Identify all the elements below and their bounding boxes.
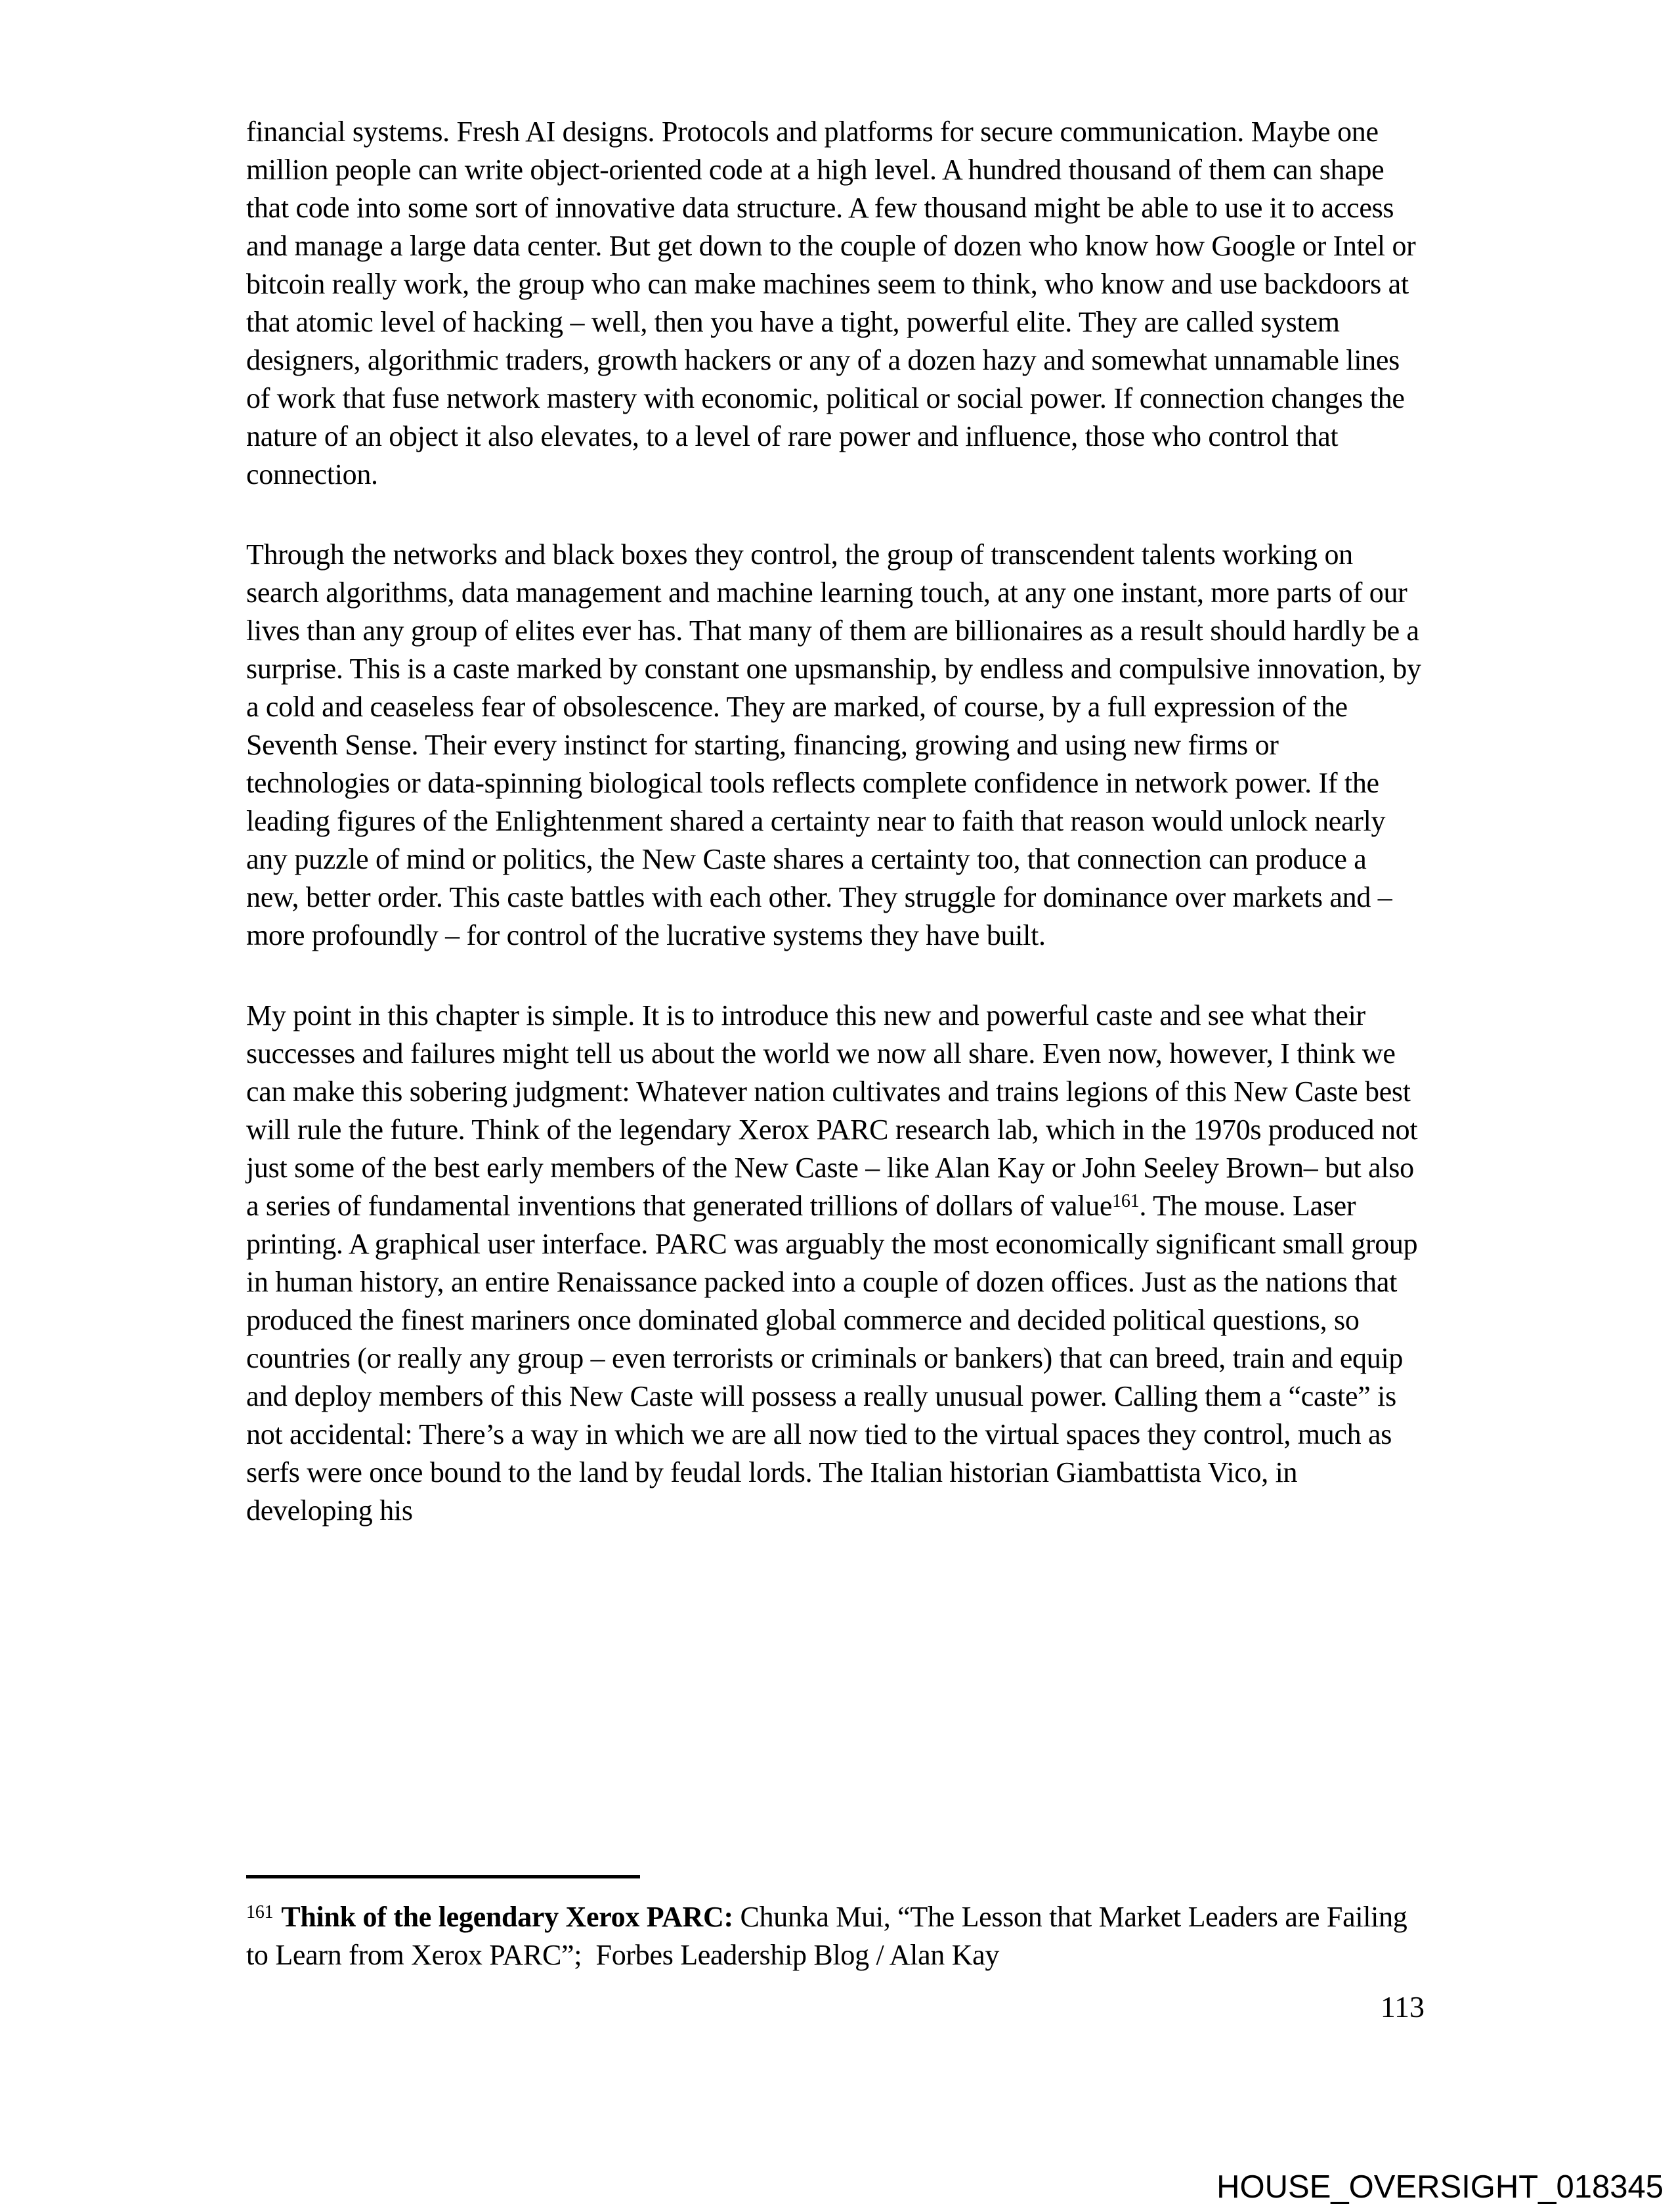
footnote-bold-lead: Think of the legendary Xerox PARC: bbox=[281, 1901, 733, 1933]
paragraph-3-continued: . The mouse. Laser printing. A graphical user interface. PARC was arguably the most economically significant small group in human history, an entire Renaissance packed into a couple of dozen offices. Just as the nations that produced the finest mariners once dominated global commerce and decided political questions, so countries (or really any group – even terrorists or criminals or bankers) that can breed, train and equip and deploy members of this New Caste will possess a really unusual power. Calling them a “caste” is not accidental: There’s a way in which we are all now tied to the virtual spaces they control, much as serfs were once bound to the land by feudal lords. The Italian historian Giambattista Vico, in developing his bbox=[246, 1190, 1418, 1527]
document-body bbox=[246, 113, 1425, 1572]
footnote-area bbox=[246, 1875, 1425, 1974]
page-number: 113 bbox=[1380, 1990, 1425, 2024]
paragraph-3-text: My point in this chapter is simple. It is to introduce this new and powerful caste and see what their successes and failures might tell us about the world we now all share. Even now, however, I think we can make this sobering judgment: Whatever nation cultivates and trains legions of this New Caste best will rule the future. Think of the legendary Xerox PARC research lab, which in the 1970s produced not just some of the best early members of the New Caste – like Alan Kay or John Seeley Brown– but also a series of fundamental inventions that generated trillions of dollars of value bbox=[246, 999, 1418, 1222]
footnote-reference-161: 161 bbox=[1112, 1191, 1140, 1212]
paragraph-3 bbox=[246, 997, 1425, 1530]
footnote-text: Chunka Mui, “The Lesson that Market Leaders are Failing to Learn from Xerox PARC”; Forbes Leadership Blog / Alan Kay bbox=[246, 1901, 1407, 1971]
footnote-161 bbox=[246, 1898, 1425, 1974]
paragraph-1: financial systems. Fresh AI designs. Protocols and platforms for secure communication. Maybe one million people can write object-oriented code at a high level. A hundred thousand of them can shape that code into some sort of innovative data structure. A few thousand might be able to use it to access and manage a large data center. But get down to the couple of dozen who know how Google or Intel or bitcoin really work, the group who can make machines seem to think, who know and use backdoors at that atomic level of hacking – well, then you have a tight, powerful elite. They are called system designers, algorithmic traders, growth hackers or any of a dozen hazy and somewhat unnamable lines of work that fuse network mastery with economic, political or social power. If connection changes the nature of an object it also elevates, to a level of rare power and influence, those who control that connection. bbox=[246, 116, 1416, 490]
footnote-marker: 161 bbox=[246, 1902, 274, 1923]
paragraph-2: Through the networks and black boxes they control, the group of transcendent talents working on search algorithms, data management and machine learning touch, at any one instant, more parts of our lives than any group of elites ever has. That many of them are billionaires as a result should hardly be a surprise. This is a caste marked by constant one upsmanship, by endless and compulsive innovation, by a cold and ceaseless fear of obsolescence. They are marked, of course, by a full expression of the Seventh Sense. Their every instinct for starting, financing, growing and using new firms or technologies or data-spinning biological tools reflects complete confidence in network power. If the leading figures of the Enlightenment shared a certainty near to faith that reason would unlock nearly any puzzle of mind or politics, the New Caste shares a certainty too, that connection can produce a new, better order. This caste battles with each other. They struggle for dominance over markets and – more profoundly – for control of the lucrative systems they have built. bbox=[246, 538, 1421, 951]
bates-stamp-watermark: HOUSE_OVERSIGHT_018345 bbox=[1216, 2169, 1663, 2205]
footnote-separator bbox=[246, 1875, 640, 1878]
